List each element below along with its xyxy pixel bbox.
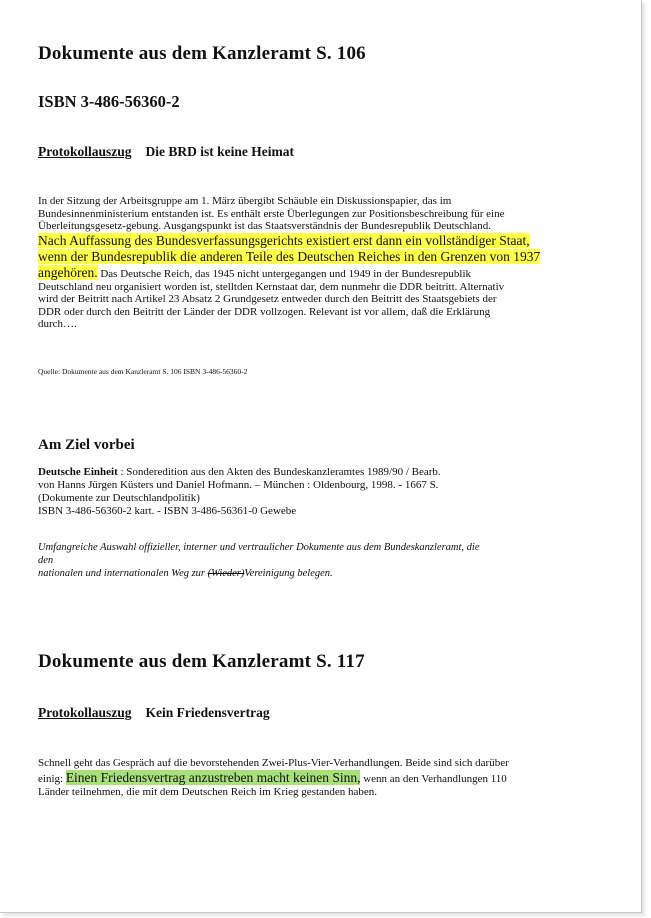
bibliography-line: (Dokumente zur Deutschlandpolitik) bbox=[38, 492, 200, 504]
bibliography-line: ISBN 3-486-56360-2 kart. - ISBN 3-486-56361-0 Gewebe bbox=[38, 505, 297, 517]
section1-header bbox=[38, 144, 294, 160]
highlight-line bbox=[38, 233, 638, 249]
source-note: Quelle: Dokumente aus dem Kanzleramt S. 106 ISBN 3-486-56360-2 bbox=[38, 367, 248, 376]
description-line: Umfangreiche Auswahl offizieller, interner und vertraulicher Dokumente aus dem Bundeskanzleramt, die bbox=[38, 542, 480, 553]
highlight-line bbox=[38, 249, 638, 265]
paragraph-line: DDR oder durch den Beitritt der Länder der DDR vollzogen. Relevant ist vor allem, daß die Erklärung bbox=[38, 305, 491, 318]
paragraph-line: durch…. bbox=[38, 318, 77, 330]
paragraph-line: angehören. Das Deutsche Reich, das 1945 nicht untergegangen und 1949 in der Bundesrepublik bbox=[38, 264, 472, 280]
section1-title: Die BRD ist keine Heimat bbox=[145, 144, 294, 159]
bibliography-title: Deutsche Einheit bbox=[38, 466, 118, 478]
paragraph-line: Bundesinnenministerium entstanden ist. Es enthält erste Überlegungen zur Positionsbeschreibung für eine bbox=[38, 207, 505, 220]
section1-paragraph bbox=[38, 195, 638, 331]
highlighted-text: Nach Auffassung des Bundesverfassungsgerichts existiert erst dann ein vollständiger Staat, bbox=[38, 232, 530, 248]
section2-title: Am Ziel vorbei bbox=[38, 437, 135, 453]
highlighted-text: Einen Friedensvertrag anzustreben macht keinen Sinn, bbox=[65, 770, 361, 785]
bibliography-description bbox=[38, 541, 638, 580]
paragraph-line: In der Sitzung der Arbeitsgruppe am 1. März übergibt Schäuble ein Diskussionspapier, das im bbox=[38, 195, 452, 207]
section3-label: Protokollauszug bbox=[38, 705, 132, 720]
bibliography-entry bbox=[38, 466, 638, 518]
paragraph-line: Länder teilnehmen, die mit dem Deutschen Reich im Krieg gestanden haben. bbox=[38, 786, 378, 798]
paragraph-line: einig: Einen Friedensvertrag anzustreben macht keinen Sinn, wenn an den Verhandlungen 110 bbox=[38, 770, 507, 785]
description-line: nationalen und internationalen Weg zur (Wieder)Vereinigung belegen. bbox=[38, 568, 333, 579]
section3-header bbox=[38, 705, 270, 721]
highlighted-text: wenn der Bundesrepublik die anderen Teile des Deutschen Reiches in den Grenzen von 1937 bbox=[38, 248, 541, 264]
struck-text: (Wieder) bbox=[207, 568, 245, 579]
paragraph-line: Schnell geht das Gespräch auf die bevorstehenden Zwei-Plus-Vier-Verhandlungen. Beide sind sich darüber bbox=[38, 757, 509, 769]
page-heading-106: Dokumente aus dem Kanzleramt S. 106 bbox=[38, 43, 366, 64]
page-heading-117: Dokumente aus dem Kanzleramt S. 117 bbox=[38, 651, 365, 672]
bibliography-line: Deutsche Einheit : Sonderedition aus den Akten des Bundeskanzleramtes 1989/90 / Bearb. bbox=[38, 466, 441, 478]
paragraph-line: wird der Beitritt nach Artikel 23 Absatz 2 Grundgesetz entweder durch den Beitritt des Staatsgebiets der bbox=[38, 293, 497, 305]
paragraph-line: Überleitungsgesetz-gebung. Ausgangspunkt ist das Staatsverständnis der Bundesrepublik Deutschland. bbox=[38, 220, 492, 232]
section3-title: Kein Friedensvertrag bbox=[145, 705, 270, 720]
bibliography-line: von Hanns Jürgen Küsters und Daniel Hofmann. – München : Oldenbourg, 1998. - 1667 S. bbox=[38, 479, 439, 491]
paragraph-line: Deutschland neu organisiert worden ist, stelltden Kernstaat dar, dem nunmehr die DDR beitritt. Alternativ bbox=[38, 280, 505, 293]
description-line: den bbox=[38, 555, 54, 566]
section1-label: Protokollauszug bbox=[38, 144, 132, 159]
highlighted-text: angehören. bbox=[38, 264, 98, 280]
section3-paragraph bbox=[38, 757, 638, 799]
isbn-heading: ISBN 3-486-56360-2 bbox=[38, 92, 180, 111]
